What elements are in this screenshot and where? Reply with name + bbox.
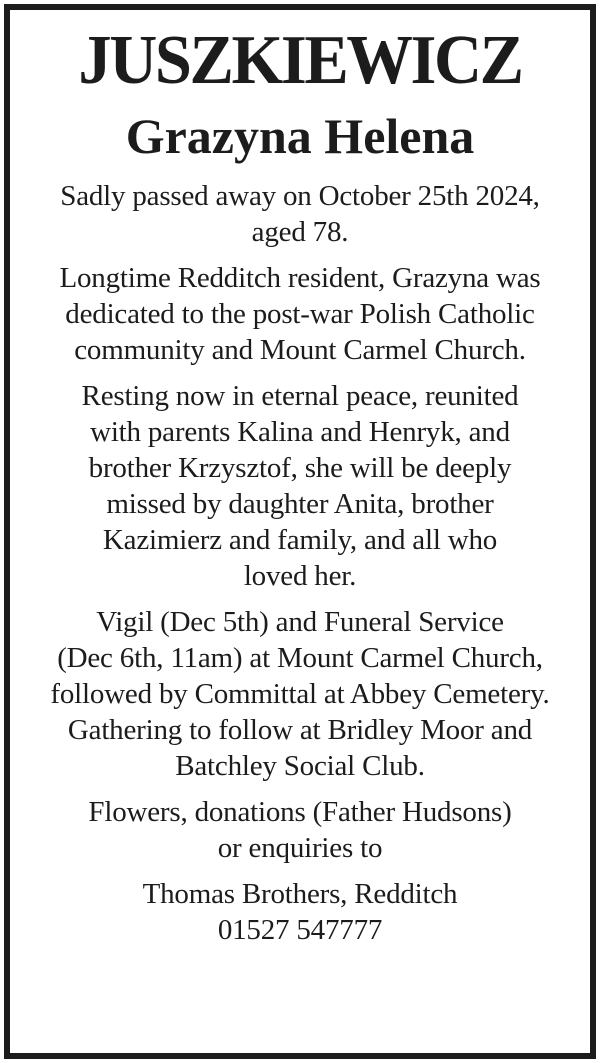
text-line: loved her. — [243, 560, 357, 592]
text-line: Sadly passed away on October 25th 2024, — [60, 180, 540, 212]
funeral-director-name: Thomas Brothers, Redditch — [142, 878, 458, 910]
death-announcement — [10, 178, 590, 250]
text-line: or enquiries to — [217, 832, 383, 864]
text-line: Resting now in eternal peace, reunited — [81, 380, 519, 412]
notice-frame — [4, 4, 596, 1059]
flowers-donations-paragraph — [10, 794, 590, 866]
text-line: dedicated to the post-war Polish Catholic — [65, 298, 535, 330]
given-names-heading: Grazyna Helena — [125, 108, 475, 164]
surname-heading: JUSZKIEWICZ — [78, 22, 522, 99]
text-line: Vigil (Dec 5th) and Funeral Service — [96, 606, 504, 638]
text-line: followed by Committal at Abbey Cemetery. — [50, 678, 550, 710]
text-line: Kazimierz and family, and all who — [102, 524, 498, 556]
text-line: Gathering to follow at Bridley Moor and — [67, 714, 533, 746]
text-line: missed by daughter Anita, brother — [106, 488, 494, 520]
text-line: Longtime Redditch resident, Grazyna was — [59, 262, 541, 294]
text-line: Batchley Social Club. — [175, 750, 425, 782]
service-details-paragraph — [10, 604, 590, 784]
biography-paragraph — [10, 260, 590, 368]
text-line: (Dec 6th, 11am) at Mount Carmel Church, — [57, 642, 543, 674]
family-paragraph — [10, 378, 590, 594]
text-line: with parents Kalina and Henryk, and — [90, 416, 510, 448]
text-line: aged 78. — [251, 216, 349, 248]
text-line: Flowers, donations (Father Hudsons) — [88, 796, 512, 828]
text-line: community and Mount Carmel Church. — [74, 334, 526, 366]
funeral-director-contact — [10, 876, 590, 948]
phone-number: 01527 547777 — [217, 914, 383, 946]
text-line: brother Krzysztof, she will be deeply — [88, 452, 512, 484]
notice-body — [10, 178, 590, 948]
